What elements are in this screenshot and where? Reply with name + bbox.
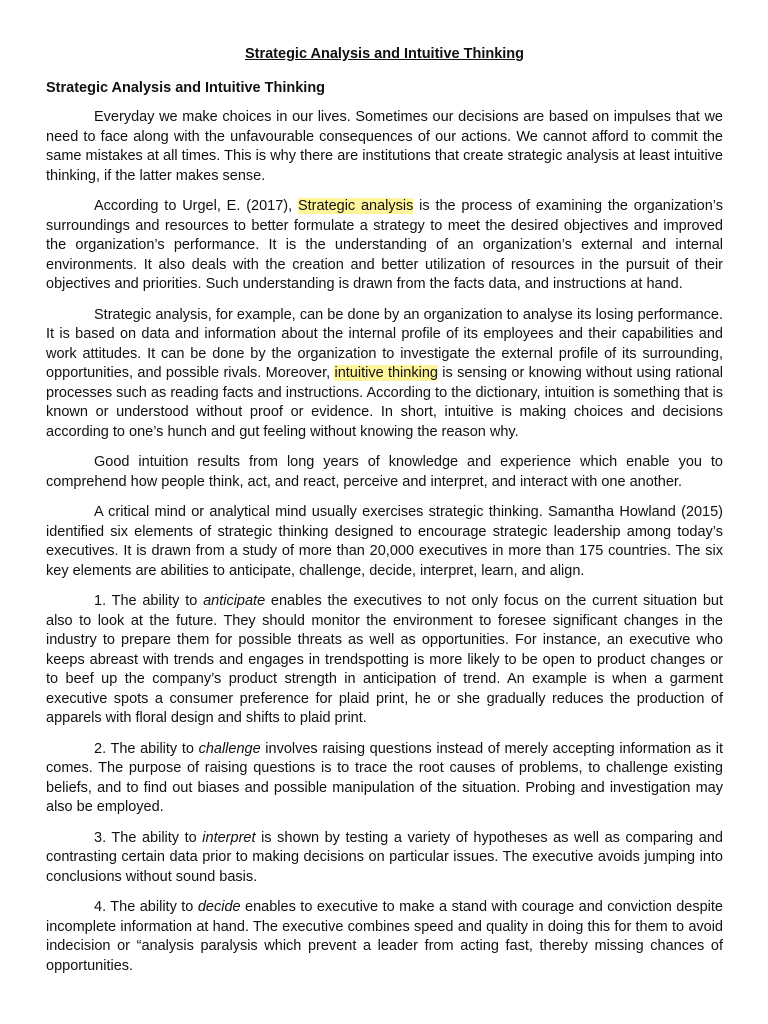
item3-text: is shown by testing a variety of hypotheses as well as comparing and contrasting certain data prior to making decisions on particular issues. The executive avoids jumping into conclusions without sound basis. [46, 829, 723, 885]
list-item-anticipate [46, 592, 723, 729]
item2-prefix: 2. The ability to [94, 740, 199, 757]
item4-keyword: decide [197, 899, 241, 915]
document-page [46, 44, 723, 987]
paragraph-intro [46, 108, 723, 186]
paragraph-intuition [46, 453, 723, 492]
item2-text: involves raising questions instead of merely accepting information as it comes. The purpose of raising questions is to trace the root causes of problems, to challenge existing beliefs, and to find out biases and possible manipulation of the situation. Probing and investigation may also be employed. [46, 740, 723, 815]
example-before-text: Strategic analysis, for example, can be done by an organization to analyse its losing performance. It is based on data and information about the internal profile of its employees and their capabilities and work attitudes. It can be done by the organization to investigate the external profile of its surrounding, opportunities, and possible rivals. Moreover, [46, 306, 723, 381]
paragraph-intuition-text: Good intuition results from long years of knowledge and experience which enable you to comprehend how people think, act, and react, perceive and interpret, and interact with one another. [46, 454, 723, 490]
example-after-text: is sensing or knowing without using rational processes such as reading facts and instructions. According to the dictionary, intuition is something that is known or understood without proof or evidence. In short, intuitive is making choices and decisions according to one’s hunch and gut feeling without knowing the reason why. [46, 365, 724, 440]
item1-keyword: anticipate [203, 593, 266, 609]
paragraph-intro-text: Everyday we make choices in our lives. Sometimes our decisions are based on impulses that we need to face along with the unfavourable consequences of our actions. We cannot afford to commit the same mistakes at all times. This is why there are institutions that create strategic analysis at least intuitive thinking, if the latter makes sense. [46, 109, 723, 184]
item4-prefix: 4. The ability to [94, 899, 198, 915]
list-item-challenge [46, 740, 723, 818]
item4-text: enables to executive to make a stand with courage and conviction despite incomplete information at hand. The executive combines speed and quality in doing this for them to avoid indecision or “analysis paralysis which prevent a leader from acting fast, thereby missing chances of opportunities. [46, 899, 723, 974]
item1-prefix: 1. The ability to [94, 593, 204, 609]
definition-before-text: According to Urgel, E. (2017), [94, 198, 298, 214]
item3-keyword: interpret [202, 829, 256, 846]
paragraph-definition [46, 197, 723, 295]
paragraph-example [46, 306, 723, 443]
paragraph-critical-mind-text: A critical mind or analytical mind usually exercises strategic thinking. Samantha Howland (2015) identified six elements of strategic thinking designed to encourage strategic leadership among today’s executives. It is drawn from a study of more than 20,000 executives in more than 175 countries. The six key elements are abilities to anticipate, challenge, decide, interpret, learn, and align. [46, 504, 723, 579]
list-item-interpret [46, 829, 723, 888]
section-heading: Strategic Analysis and Intuitive Thinking [46, 80, 326, 96]
paragraph-critical-mind [46, 503, 723, 581]
item3-prefix: 3. The ability to [94, 829, 203, 846]
list-item-decide [46, 898, 723, 976]
document-title: Strategic Analysis and Intuitive Thinking [244, 46, 525, 62]
definition-after-text: is the process of examining the organization’s surroundings and resources to better formulate a strategy to meet the desired objectives and improved the organization’s performance. It is the understanding of an organization’s external and internal environments. It also deals with the creation and better utilization of resources in the pursuit of their objectives and priorities. Such understanding is drawn from the facts data, and instructions at hand. [46, 198, 723, 292]
highlight-strategic-analysis: Strategic analysis [297, 198, 414, 214]
item2-keyword: challenge [198, 740, 261, 757]
highlight-intuitive-thinking: intuitive thinking [334, 365, 438, 381]
item1-text: enables the executives to not only focus on the current situation but also to look at the future. They should monitor the environment to foresee significant changes in the industry to prepare them for possible threats as well as opportunities. For instance, an executive who keeps abreast with trends and engages in trendspotting is more likely to be open to product changes or to beef up the company’s product strength in anticipation of trend. An example is when a garment executive spots a consumer preference for plaid print, he or she gradually reduces the production of apparels with floral design and shifts to plaid print. [46, 593, 723, 726]
